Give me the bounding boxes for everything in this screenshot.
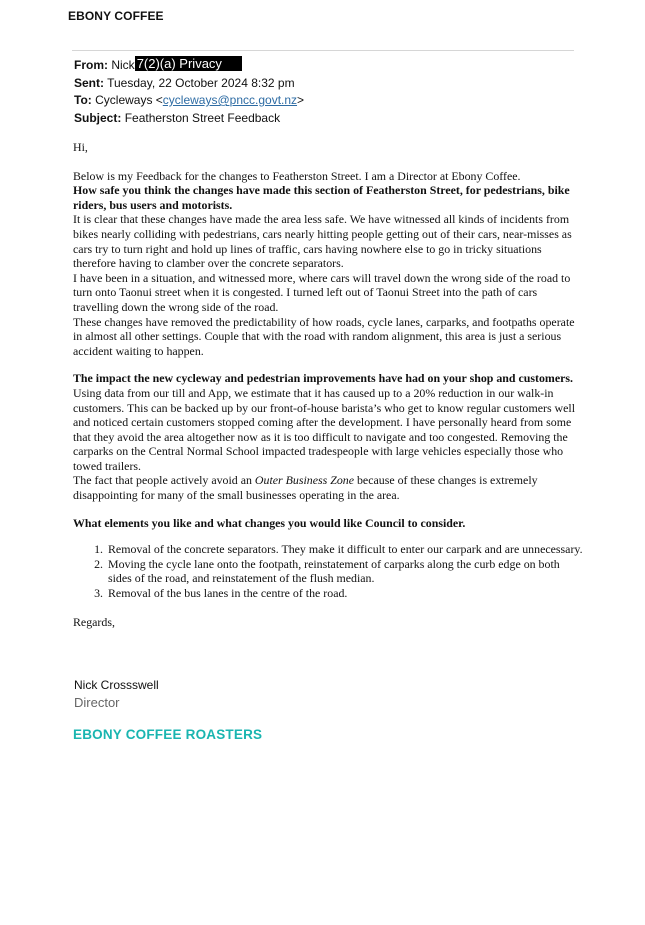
question-2-paragraph-1: Using data from our till and App, we estimate that it has caused up to a 20% reduction in our walk-in customers. This can be backed up by our front-of-house barista’s who get to know regular customers well and noticed certain customers stopped coming after the development. I have personally heard from some that they avoid the area altogether now as it is too difficult to navigate and too congested. Removing the carparks on the Central Normal School impacted tradespeople with large vehicles especially those who towed trailers. <box>73 385 576 473</box>
intro-paragraph: Below is my Feedback for the changes to Featherston Street. I am a Director at Ebony Coffee. <box>73 168 521 183</box>
from-name: Nick <box>111 58 135 72</box>
question-1-paragraph-3: These changes have removed the predictability of how roads, cycle lanes, carparks, and footpaths operate in almost all other settings. Couple that with the road with random alignment, this area is just a serious accident waiting to happen. <box>73 314 575 358</box>
list-item: 1. Removal of the concrete separators. They make it difficult to enter our carpark and are unnecessary. <box>106 542 583 557</box>
sent-row <box>74 75 574 93</box>
question-3-heading: What elements you like and what changes you would like Council to consider. <box>73 515 466 530</box>
email-body <box>73 140 583 629</box>
to-close: > <box>297 93 305 107</box>
to-row <box>74 92 574 110</box>
company-brand: EBONY COFFEE ROASTERS <box>73 727 263 742</box>
closing: Regards, <box>73 614 115 629</box>
q2-p2-before: The fact that people actively avoid an <box>73 473 255 488</box>
question-2-paragraph-2 <box>73 473 583 502</box>
signature-name: Nick Crossswell <box>74 678 159 692</box>
to-label: To: <box>74 93 92 107</box>
question-1-paragraph-2: I have been in a situation, and witnessed more, where cars will travel down the wrong side of the road to turn onto Taonui street when it is congested. I turned left out of Taonui Street into the path of cars travelling down the wrong side of the road. <box>73 270 571 314</box>
changes-list <box>73 542 583 600</box>
outer-business-zone-term: Outer Business Zone <box>254 473 355 488</box>
subject-value: Featherston Street Feedback <box>124 110 281 125</box>
to-name: Cycleways < <box>95 93 163 107</box>
sent-label: Sent: <box>74 75 104 90</box>
list-item: 2. Moving the cycle lane onto the footpath, reinstatement of carparks along the curb edge on both sides of the road, and reinstatement of the flush median. <box>106 557 583 586</box>
question-1-paragraph-1: It is clear that these changes have made the area less safe. We have witnessed all kinds of incidents from bikes nearly colliding with pedestrians, cars nearly hitting people getting out of their cars, near-misses as cars try to turn right and hold up lines of traffic, cars having nowhere else to go in tricky situations therefore having to clamber over the concrete separators. <box>73 212 572 271</box>
privacy-redaction: 7(2)(a) Privacy <box>135 56 242 71</box>
signature-role: Director <box>74 695 120 710</box>
subject-label: Subject: <box>74 110 122 125</box>
from-row <box>74 56 574 75</box>
question-1-heading: How safe you think the changes have made this section of Featherston Street, for pedestrians, bike riders, bus users and motorists. <box>73 183 570 212</box>
greeting: Hi, <box>73 140 88 154</box>
from-label: From: <box>74 58 108 72</box>
email-headers <box>74 56 574 127</box>
subject-row <box>74 110 574 128</box>
document-title: EBONY COFFEE <box>68 9 164 23</box>
signature-block <box>74 676 159 712</box>
list-item: 3. Removal of the bus lanes in the centre of the road. <box>106 586 583 601</box>
to-email-link[interactable]: cycleways@pncc.govt.nz <box>162 93 298 107</box>
question-2-heading: The impact the new cycleway and pedestrian improvements have had on your shop and customers. <box>73 371 573 386</box>
q2-p2-after: because of these changes is extremely disappointing for many of the small businesses operating in the area. <box>73 473 538 503</box>
sent-value: Tuesday, 22 October 2024 8:32 pm <box>107 75 295 90</box>
header-divider <box>72 50 574 51</box>
